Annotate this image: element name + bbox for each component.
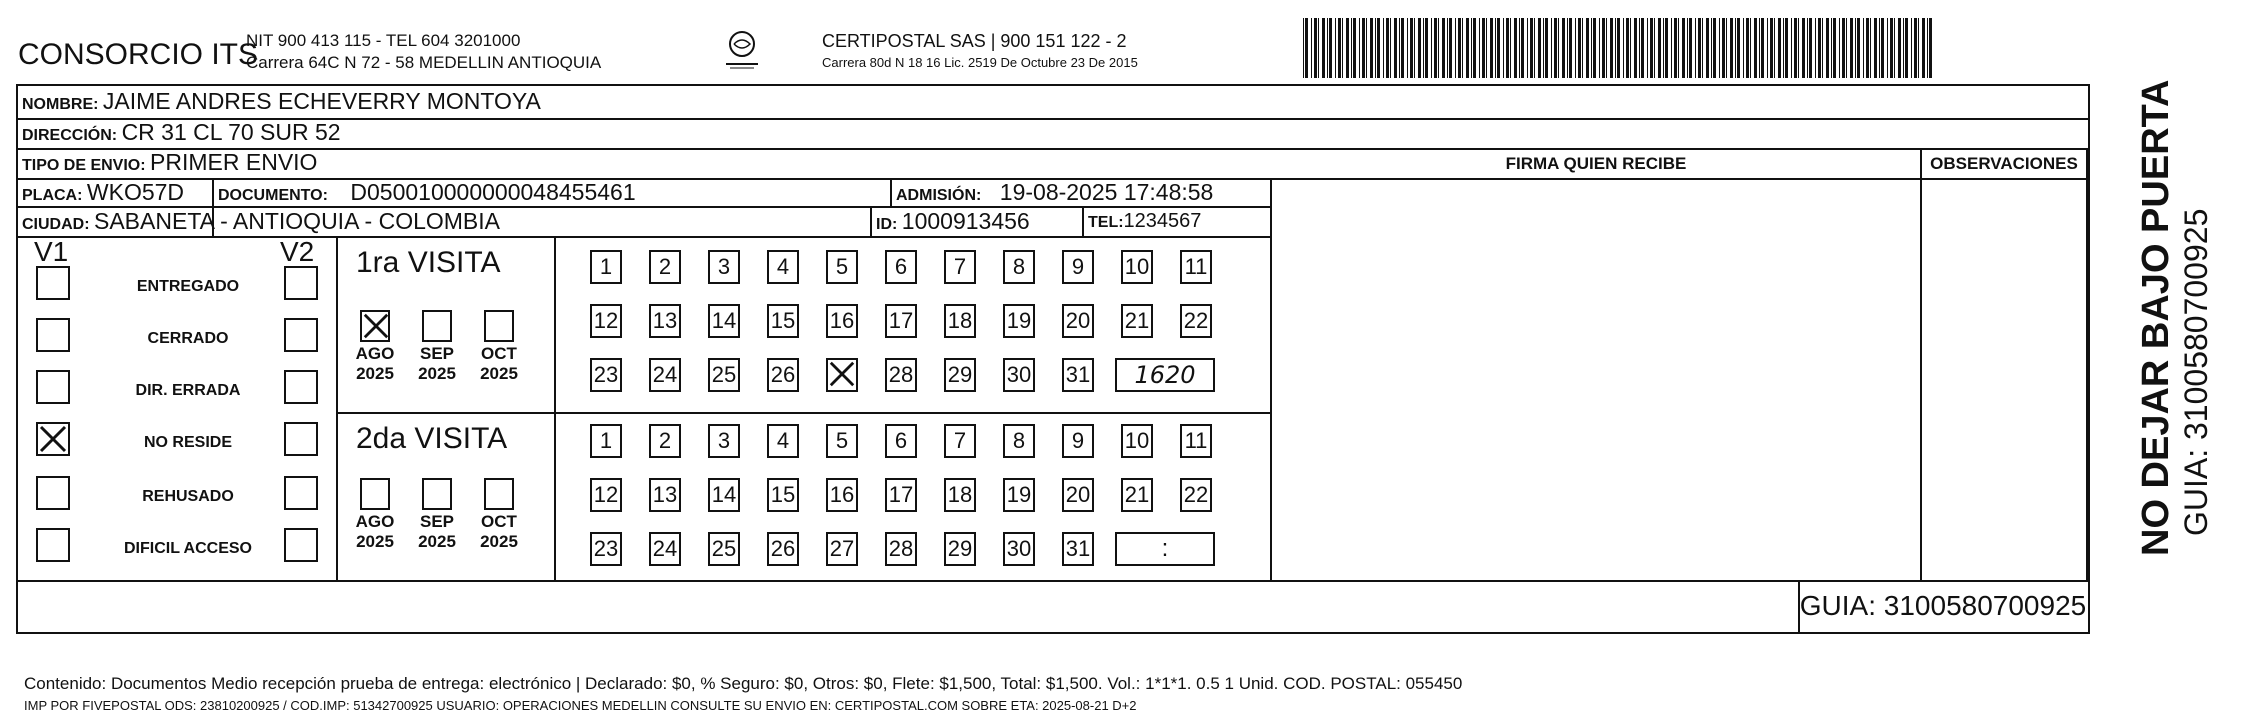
visit2-month-year-2: 2025: [480, 532, 518, 551]
tipo-label: TIPO DE ENVIO:: [22, 157, 146, 174]
check-x-icon: [828, 360, 856, 388]
placa-label: PLACA:: [22, 187, 83, 204]
visit1-month-name-2: OCT: [481, 344, 517, 363]
visit1-day-27[interactable]: [826, 358, 858, 392]
visit2-month-label-2: [474, 512, 524, 552]
v1-checkbox-1[interactable]: [36, 318, 70, 352]
documento-label: DOCUMENTO:: [218, 187, 328, 204]
tipo-row: [22, 149, 317, 176]
visit2-day-28[interactable]: 28: [885, 532, 917, 566]
placa-row: [22, 179, 184, 206]
visit1-day-18[interactable]: 18: [944, 304, 976, 338]
v1-checkbox-3[interactable]: [36, 422, 70, 456]
v2-checkbox-5[interactable]: [284, 528, 318, 562]
side-warning: NO DEJAR BAJO PUERTA: [2135, 79, 2177, 556]
company-info: [246, 30, 601, 74]
visit1-month-year-2: 2025: [480, 364, 518, 383]
visit1-day-22[interactable]: 22: [1180, 304, 1212, 338]
visit1-day-23[interactable]: 23: [590, 358, 622, 392]
side-guia: GUIA: 3100580700925: [2178, 208, 2214, 536]
visit1-day-31[interactable]: 31: [1062, 358, 1094, 392]
ciudad-label: CIUDAD:: [22, 216, 90, 233]
visit1-time-field[interactable]: 1620: [1115, 358, 1215, 392]
visit1-day-14[interactable]: 14: [708, 304, 740, 338]
visit2-day-4[interactable]: 4: [767, 424, 799, 458]
ciudad-value: SABANETA - ANTIOQUIA - COLOMBIA: [94, 208, 500, 234]
visit1-day-20[interactable]: 20: [1062, 304, 1094, 338]
visit2-day-30[interactable]: 30: [1003, 532, 1035, 566]
v1-checkbox-5[interactable]: [36, 528, 70, 562]
footer-guia: GUIA: 3100580700925: [1799, 590, 2087, 621]
visit1-day-9[interactable]: 9: [1062, 250, 1094, 284]
firma-header: FIRMA QUIEN RECIBE: [1505, 154, 1687, 173]
visit2-day-18[interactable]: 18: [944, 478, 976, 512]
admision-row: [896, 179, 1213, 206]
visit1-month-checkbox-1[interactable]: [422, 310, 452, 342]
visit2-day-15[interactable]: 15: [767, 478, 799, 512]
visit1-month-checkbox-2[interactable]: [484, 310, 514, 342]
visit2-day-24[interactable]: 24: [649, 532, 681, 566]
visit2-month-name-0: AGO: [355, 512, 395, 531]
visit1-day-25[interactable]: 25: [708, 358, 740, 392]
direccion-value: CR 31 CL 70 SUR 52: [121, 119, 341, 145]
visit2-day-22[interactable]: 22: [1180, 478, 1212, 512]
documento-row: [218, 179, 636, 206]
visit2-month-year-1: 2025: [418, 532, 456, 551]
visit2-month-checkbox-0[interactable]: [360, 478, 390, 510]
v2-checkbox-2[interactable]: [284, 370, 318, 404]
visit2-day-3[interactable]: 3: [708, 424, 740, 458]
visit1-day-1[interactable]: 1: [590, 250, 622, 284]
status-label-0: ENTREGADO: [136, 278, 240, 295]
visit2-day-29[interactable]: 29: [944, 532, 976, 566]
nombre-label: NOMBRE:: [22, 96, 99, 113]
v2-checkbox-0[interactable]: [284, 266, 318, 300]
side-label: [2135, 80, 2215, 556]
visit1-day-26[interactable]: 26: [767, 358, 799, 392]
visit2-day-17[interactable]: 17: [885, 478, 917, 512]
tel-row: [1088, 210, 1201, 233]
visit2-day-31[interactable]: 31: [1062, 532, 1094, 566]
visit2-day-21[interactable]: 21: [1121, 478, 1153, 512]
id-row: [876, 208, 1030, 235]
visit1-day-17[interactable]: 17: [885, 304, 917, 338]
visit2-day-8[interactable]: 8: [1003, 424, 1035, 458]
visit2-day-23[interactable]: 23: [590, 532, 622, 566]
visit2-day-9[interactable]: 9: [1062, 424, 1094, 458]
visit2-day-20[interactable]: 20: [1062, 478, 1094, 512]
tel-label: TEL:: [1088, 214, 1124, 231]
visit2-day-10[interactable]: 10: [1121, 424, 1153, 458]
company-address-line: Carrera 64C N 72 - 58 MEDELLIN ANTIOQUIA: [246, 53, 602, 72]
carrier-logo: [722, 28, 762, 72]
v2-checkbox-4[interactable]: [284, 476, 318, 510]
visit1-day-3[interactable]: 3: [708, 250, 740, 284]
visit1-month-year-1: 2025: [418, 364, 456, 383]
check-x-icon: [38, 424, 68, 454]
visit1-day-29[interactable]: 29: [944, 358, 976, 392]
visit1-day-2[interactable]: 2: [649, 250, 681, 284]
direccion-label: DIRECCIÓN:: [22, 127, 118, 144]
visit2-day-1[interactable]: 1: [590, 424, 622, 458]
visit1-month-label-2: [474, 344, 524, 384]
visit1-day-8[interactable]: 8: [1003, 250, 1035, 284]
direccion-row: [22, 119, 341, 146]
visit2-day-13[interactable]: 13: [649, 478, 681, 512]
visit1-day-12[interactable]: 12: [590, 304, 622, 338]
v1-header: V1: [34, 236, 69, 267]
visit1-day-6[interactable]: 6: [885, 250, 917, 284]
visit1-month-label-1: [412, 344, 462, 384]
nombre-row: [22, 88, 541, 115]
status-label-4: REHUSADO: [142, 488, 234, 505]
visit2-month-checkbox-2[interactable]: [484, 478, 514, 510]
visit2-day-19[interactable]: 19: [1003, 478, 1035, 512]
company-nit-line: NIT 900 413 115 - TEL 604 3201000: [246, 31, 521, 50]
visit1-month-name-0: AGO: [355, 344, 395, 363]
visit2-time-field[interactable]: :: [1115, 532, 1215, 566]
carrier-license-line: Carrera 80d N 18 16 Lic. 2519 De Octubre 23 De 2015: [822, 55, 1138, 70]
status-label-2: DIR. ERRADA: [135, 382, 241, 399]
visit1-title: 1ra VISITA: [356, 246, 501, 279]
nombre-value: JAIME ANDRES ECHEVERRY MONTOYA: [102, 88, 541, 114]
visit2-month-label-1: [412, 512, 462, 552]
id-value: 1000913456: [901, 208, 1030, 234]
v2-header: V2: [280, 236, 315, 267]
visit2-day-26[interactable]: 26: [767, 532, 799, 566]
visit2-day-27[interactable]: 27: [826, 532, 858, 566]
visit2-month-year-0: 2025: [356, 532, 394, 551]
visit2-day-16[interactable]: 16: [826, 478, 858, 512]
v1-checkbox-0[interactable]: [36, 266, 70, 300]
documento-value: D050010000000048455461: [350, 179, 636, 205]
visit1-day-30[interactable]: 30: [1003, 358, 1035, 392]
ciudad-row: [22, 208, 500, 235]
visit1-day-16[interactable]: 16: [826, 304, 858, 338]
status-label-1: CERRADO: [147, 330, 229, 347]
visit2-day-7[interactable]: 7: [944, 424, 976, 458]
visit1-month-name-1: SEP: [419, 344, 455, 363]
check-x-icon: [362, 312, 390, 340]
visit2-month-label-0: [350, 512, 400, 552]
visit2-day-14[interactable]: 14: [708, 478, 740, 512]
visit1-day-4[interactable]: 4: [767, 250, 799, 284]
admision-value: 19-08-2025 17:48:58: [999, 179, 1214, 205]
visit1-day-5[interactable]: 5: [826, 250, 858, 284]
visit2-day-11[interactable]: 11: [1180, 424, 1212, 458]
visit2-title: 2da VISITA: [356, 422, 508, 455]
v2-checkbox-1[interactable]: [284, 318, 318, 352]
visit2-day-12[interactable]: 12: [590, 478, 622, 512]
visit2-month-name-2: OCT: [481, 512, 517, 531]
v2-checkbox-3[interactable]: [284, 422, 318, 456]
tipo-value: PRIMER ENVIO: [150, 149, 318, 175]
observaciones-header: OBSERVACIONES: [1930, 154, 2078, 173]
visit2-day-25[interactable]: 25: [708, 532, 740, 566]
id-label: ID:: [876, 216, 898, 233]
visit1-month-checkbox-0[interactable]: [360, 310, 390, 342]
footer-content-line: Contenido: Documentos Medio recepción prueba de entrega: electrónico | Declarado: $0, % Seguro: $0, Otros: $0, Flete: $1,500, Total: $1,500. Vol.: 1*1*1. 0.5 1 Unid. COD. POSTAL: 055450: [24, 674, 1463, 693]
visit1-day-15[interactable]: 15: [767, 304, 799, 338]
visit1-day-24[interactable]: 24: [649, 358, 681, 392]
visit1-day-13[interactable]: 13: [649, 304, 681, 338]
company-name: CONSORCIO ITS: [18, 38, 259, 71]
v1-checkbox-4[interactable]: [36, 476, 70, 510]
visit2-month-checkbox-1[interactable]: [422, 478, 452, 510]
barcode: [1303, 18, 1939, 78]
carrier-info: [822, 30, 1138, 74]
visit1-month-year-0: 2025: [356, 364, 394, 383]
v1-checkbox-2[interactable]: [36, 370, 70, 404]
carrier-name-line: CERTIPOSTAL SAS | 900 151 122 - 2: [822, 31, 1127, 51]
visit2-day-2[interactable]: 2: [649, 424, 681, 458]
delivery-form: [16, 84, 2090, 713]
admision-label: ADMISIÓN:: [896, 187, 982, 204]
visit2-month-name-1: SEP: [419, 512, 455, 531]
carrier-logo-icon: [722, 28, 762, 72]
visit1-month-label-0: [350, 344, 400, 384]
footer-print-line: IMP POR FIVEPOSTAL ODS: 23810200925 / COD.IMP: 51342700925 USUARIO: OPERACIONES MEDELLIN CONSULTE SU ENVIO EN: CERTIPOSTAL.COM SOBRE ETA: 2025-08-21 D+2: [24, 698, 1137, 713]
visit1-day-7[interactable]: 7: [944, 250, 976, 284]
visit1-day-28[interactable]: 28: [885, 358, 917, 392]
visit1-day-21[interactable]: 21: [1121, 304, 1153, 338]
status-label-5: DIFICIL ACCESO: [123, 540, 252, 557]
visit1-day-19[interactable]: 19: [1003, 304, 1035, 338]
visit1-day-10[interactable]: 10: [1121, 250, 1153, 284]
visit2-day-5[interactable]: 5: [826, 424, 858, 458]
placa-value: WKO57D: [86, 179, 185, 205]
status-label-3: NO RESIDE: [143, 434, 232, 451]
tel-value: 1234567: [1123, 210, 1202, 232]
visit2-day-6[interactable]: 6: [885, 424, 917, 458]
visit1-day-11[interactable]: 11: [1180, 250, 1212, 284]
